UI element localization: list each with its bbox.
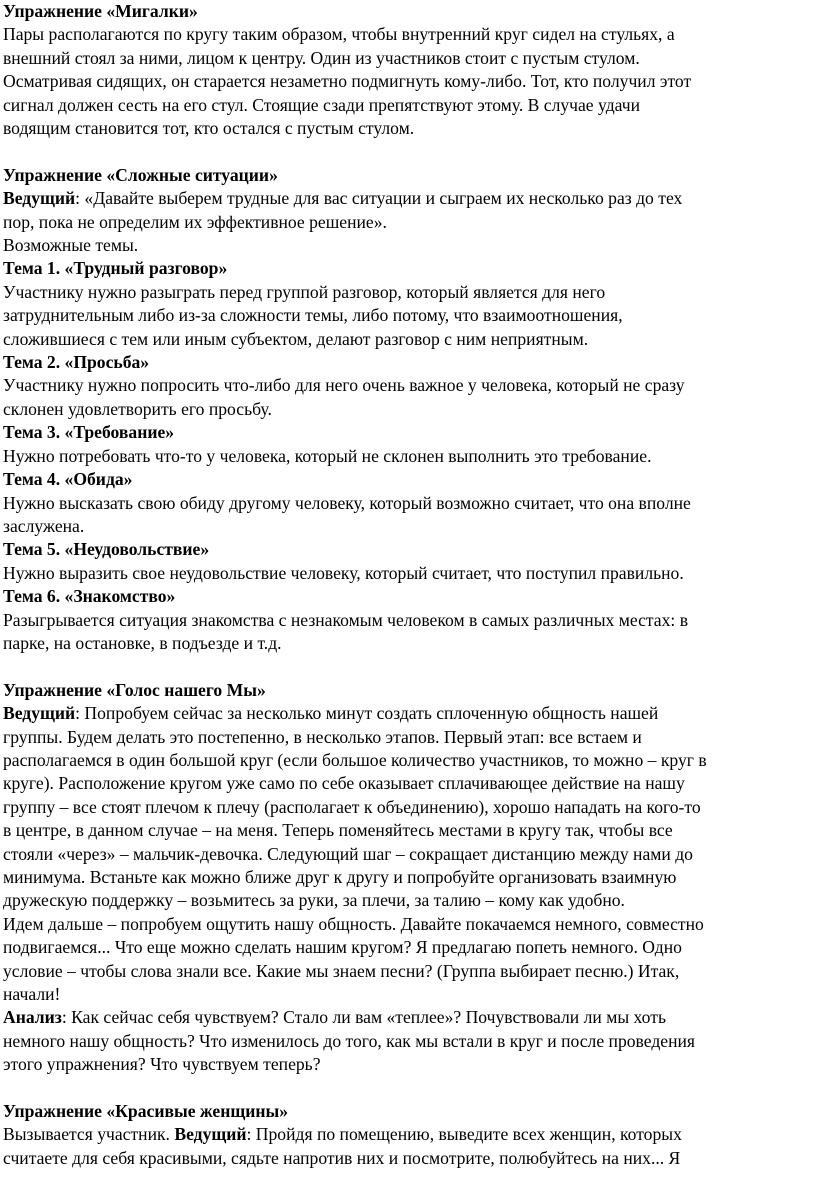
topic-title: Тема 5. «Неудовольствие»	[3, 539, 210, 560]
paragraph-line: Ведущий: «Давайте выберем трудные для вас ситуации и сыграем их несколько раз до тех	[3, 188, 683, 209]
spacer	[3, 140, 804, 163]
spacer	[3, 1077, 804, 1100]
section-heading: Упражнение «Красивые женщины»	[3, 1101, 289, 1122]
topic-title: Тема 4. «Обида»	[3, 469, 133, 490]
paragraph-line: парке, на остановке, в подъезде и т.д.	[3, 632, 282, 653]
paragraph-line: группу – все стоят плечом к плечу (располагает к объединению), хорошо нападать на кого-то	[3, 796, 701, 817]
paragraph-line: сложившиеся с тем или иным субъектом, делают разговор с ним неприятным.	[3, 328, 589, 349]
paragraph-line: Ведущий: Попробуем сейчас за несколько минут создать сплоченную общность нашей	[3, 703, 659, 724]
leader-label: Ведущий	[3, 703, 76, 724]
paragraph-line: стояли «через» – мальчик-девочка. Следующий шаг – сокращает дистанцию между нами до	[3, 843, 693, 864]
section-heading: Упражнение «Сложные ситуации»	[3, 164, 278, 185]
spacer	[3, 655, 804, 678]
paragraph-line: заслужена.	[3, 515, 85, 536]
paragraph-line: располагаемся в один большой круг (если большое количество участников, то можно – круг в	[3, 749, 707, 770]
paragraph-line: немного нашу общность? Что изменилось до того, как мы встали в круг и после проведения	[3, 1030, 696, 1051]
paragraph-line: этого упражнения? Что чувствуем теперь?	[3, 1054, 321, 1075]
paragraph-line: Осматривая сидящих, он старается незаметно подмигнуть кому-либо. Тот, кто получил этот	[3, 71, 692, 92]
topic-title: Тема 3. «Требование»	[3, 422, 175, 443]
paragraph-line: Анализ: Как сейчас себя чувствуем? Стало ли вам «теплее»? Почувствовали ли мы хоть	[3, 1007, 666, 1028]
paragraph-line: Пары располагаются по кругу таким образом, чтобы внутренний круг сидел на стульях, а	[3, 24, 675, 45]
paragraph-line: минимума. Встаньте как можно ближе друг к другу и попробуйте организовать взаимную	[3, 867, 677, 887]
paragraph-line: начали!	[3, 984, 61, 1005]
section-heading: Упражнение «Мигалки»	[3, 1, 198, 21]
paragraph-line: Разыгрывается ситуация знакомства с незнакомым человеком в самых различных местах: в	[3, 609, 689, 630]
paragraph-line: дружескую поддержку – возьмитесь за руки, за плечи, за талию – кому как удобно.	[3, 890, 625, 911]
paragraph-line: группы. Будем делать это постепенно, в несколько этапов. Первый этап: все встаем и	[3, 726, 642, 747]
paragraph-line: Нужно высказать свою обиду другому человеку, который возможно считает, что она вполне	[3, 492, 691, 513]
paragraph-line: Идем дальше – попробуем ощутить нашу общность. Давайте покачаемся немного, совместно	[3, 913, 704, 934]
section-heading: Упражнение «Голос нашего Мы»	[3, 679, 266, 700]
paragraph-line: пор, пока не определим их эффективное решение».	[3, 211, 387, 232]
analysis-label: Анализ	[3, 1007, 62, 1028]
paragraph-line: Нужно потребовать что-то у человека, который не склонен выполнить это требование.	[3, 445, 652, 466]
paragraph-line: Вызывается участник. Ведущий: Пройдя по помещению, выведите всех женщин, которых	[3, 1124, 682, 1145]
paragraph-line: водящим становится тот, кто остался с пустым стулом.	[3, 118, 415, 139]
paragraph-line: Участнику нужно разыграть перед группой разговор, который является для него	[3, 281, 606, 302]
paragraph-line: склонен удовлетворить его просьбу.	[3, 398, 272, 419]
paragraph-line: круге). Расположение кругом уже само по себе оказывает сплачивающее действие на нашу	[3, 773, 685, 794]
paragraph-line: условие – чтобы слова знали все. Какие мы знаем песни? (Группа выбирает песню.) Итак,	[3, 960, 680, 981]
topic-title: Тема 6. «Знакомство»	[3, 586, 176, 607]
paragraph-line: Нужно выразить свое неудовольствие человеку, который считает, что поступил правильно.	[3, 562, 684, 583]
leader-label: Ведущий	[174, 1124, 247, 1145]
paragraph-line: Возможные темы.	[3, 235, 139, 256]
paragraph-line: подвигаемся... Что еще можно сделать нашим кругом? Я предлагаю попеть немного. Одно	[3, 937, 682, 958]
paragraph-line: Участнику нужно попросить что-либо для него очень важное у человека, который не сразу	[3, 375, 685, 396]
paragraph-line: внешний стоял за ними, лицом к центру. Один из участников стоит с пустым стулом.	[3, 47, 640, 68]
paragraph-line: в центре, в данном случае – на меня. Теперь поменяйтесь местами в кругу так, чтобы все	[3, 820, 673, 841]
leader-label: Ведущий	[3, 188, 76, 209]
topic-title: Тема 2. «Просьба»	[3, 352, 150, 373]
paragraph-line: сигнал должен сесть на его стул. Стоящие сзади препятствуют этому. В случае удачи	[3, 94, 641, 115]
paragraph-line: затруднительным либо из-за сложности темы, либо потому, что взаимоотношения,	[3, 305, 623, 326]
paragraph-line: считаете для себя красивыми, сядьте напротив них и посмотрите, полюбуйтесь на них... Я	[3, 1147, 681, 1168]
topic-title: Тема 1. «Трудный разговор»	[3, 258, 228, 279]
